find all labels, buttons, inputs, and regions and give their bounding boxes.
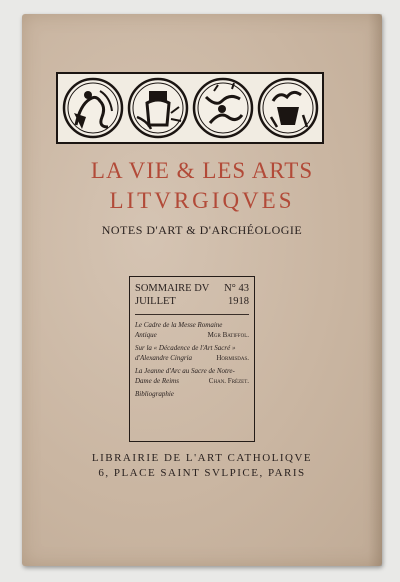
list-item: [135, 367, 249, 386]
publisher: LIBRAIRIE DE L'ART CATHOLIQVE: [91, 452, 313, 464]
entry-title-cont: Antique: [135, 330, 157, 339]
entry-author: Chan. Frézet.: [208, 376, 249, 385]
entry-title-cont: Dame de Reims: [135, 376, 179, 385]
entry-title: Le Cadre de la Messe Romaine: [135, 321, 223, 329]
medallion-icon: [62, 77, 124, 139]
entry-author: Mgr Batiffol.: [207, 330, 249, 339]
entry-title-cont: d'Alexandre Cingria: [135, 353, 193, 362]
list-item: [135, 390, 249, 400]
publisher-address: 6, PLACE SAINT SVLPICE, PARIS: [98, 467, 306, 479]
subtitle: NOTES D'ART & D'ARCHÉOLOGIE: [101, 223, 303, 237]
issue-year: 1918: [228, 296, 249, 307]
summary-date: [135, 295, 249, 308]
divider: [135, 314, 249, 315]
title-line-2: LITVRGIQVES: [109, 188, 295, 213]
summary-label: SOMMAIRE DV: [135, 283, 210, 294]
issue-month: JUILLET: [135, 296, 176, 307]
summary-box: [129, 276, 255, 442]
list-item: [135, 344, 249, 363]
entry-title: Sur la « Décadence de l'Art Sacré »: [135, 344, 236, 352]
title-line-1: LA VIE & LES ARTS: [90, 158, 314, 183]
medallion-icon: [127, 77, 189, 139]
summary-heading: [135, 282, 249, 295]
list-item: [135, 321, 249, 340]
entry-author: Hormisdas.: [216, 353, 249, 362]
medallion-icon: [257, 77, 319, 139]
entry-title: Bibliographie: [135, 390, 174, 398]
medallion-icon: [192, 77, 254, 139]
issue-number: N° 43: [224, 283, 249, 294]
woodcut-banner: [56, 72, 324, 144]
entry-title: La Jeanne d'Arc au Sacre de Notre-: [135, 367, 235, 375]
